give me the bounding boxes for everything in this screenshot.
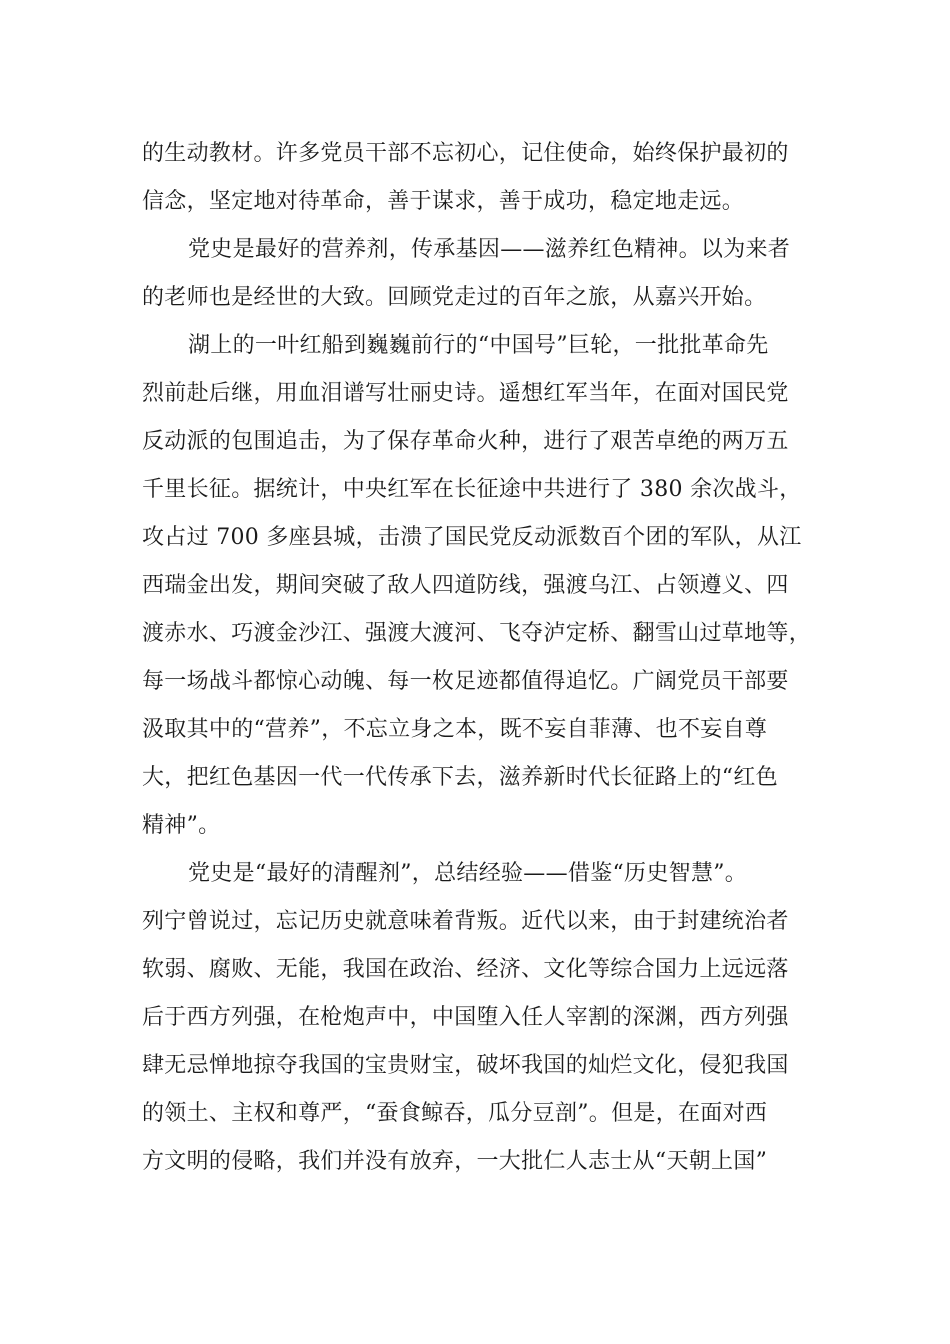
text-line: 后于西方列强，在枪炮声中，中国堕入任人宰割的深渊，西方列强 bbox=[142, 1005, 789, 1030]
text-line: 汲取其中的“营养”，不忘立身之本，既不妄自菲薄、也不妄自尊 bbox=[142, 717, 768, 742]
document-body bbox=[142, 130, 832, 1186]
text-line: 渡赤水、巧渡金沙江、强渡大渡河、飞夺泸定桥、翻雪山过草地等， bbox=[142, 621, 812, 646]
text-line: 西瑞金出发，期间突破了敌人四道防线，强渡乌江、占领遵义、四 bbox=[142, 573, 789, 598]
text-line: 大，把红色基因一代一代传承下去，滋养新时代长征路上的“红色 bbox=[142, 765, 778, 790]
paragraph-start-line: 党史是“最好的清醒剂”，总结经验——借鉴“历史智慧”。 bbox=[188, 861, 748, 886]
text-line: 的领土、主权和尊严，“蚕食鲸吞，瓜分豆剖”。但是，在面对西 bbox=[142, 1101, 768, 1126]
text-line: 的生动教材。许多党员干部不忘初心，记住使命，始终保护最初的 bbox=[142, 141, 789, 166]
text-line: 攻占过 700 多座县城，击溃了国民党反动派数百个团的军队，从江 bbox=[142, 525, 802, 550]
text-line: 精神”。 bbox=[142, 813, 221, 838]
text-line: 每一场战斗都惊心动魄、每一枚足迹都值得追忆。广阔党员干部要 bbox=[142, 669, 789, 694]
paragraph-start-line: 党史是最好的营养剂，传承基因——滋养红色精神。以为来者 bbox=[188, 237, 791, 262]
text-line: 烈前赴后继，用血泪谱写壮丽史诗。遥想红军当年，在面对国民党 bbox=[142, 381, 789, 406]
text-line: 肆无忌惮地掠夺我国的宝贵财宝，破坏我国的灿烂文化，侵犯我国 bbox=[142, 1053, 789, 1078]
text-line: 千里长征。据统计，中央红军在长征途中共进行了 380 余次战斗， bbox=[142, 477, 802, 502]
paragraph-start-line: 湖上的一叶红船到巍巍前行的“中国号”巨轮，一批批革命先 bbox=[188, 333, 769, 358]
text-line: 信念，坚定地对待革命，善于谋求，善于成功，稳定地走远。 bbox=[142, 189, 745, 214]
text-line: 的老师也是经世的大致。回顾党走过的百年之旅，从嘉兴开始。 bbox=[142, 285, 767, 310]
text-line: 方文明的侵略，我们并没有放弃，一大批仁人志士从“天朝上国” bbox=[142, 1149, 768, 1174]
text-line: 反动派的包围追击，为了保存革命火种，进行了艰苦卓绝的两万五 bbox=[142, 429, 789, 454]
text-line: 列宁曾说过，忘记历史就意味着背叛。近代以来，由于封建统治者 bbox=[142, 909, 789, 934]
text-line: 软弱、腐败、无能，我国在政治、经济、文化等综合国力上远远落 bbox=[142, 957, 789, 982]
